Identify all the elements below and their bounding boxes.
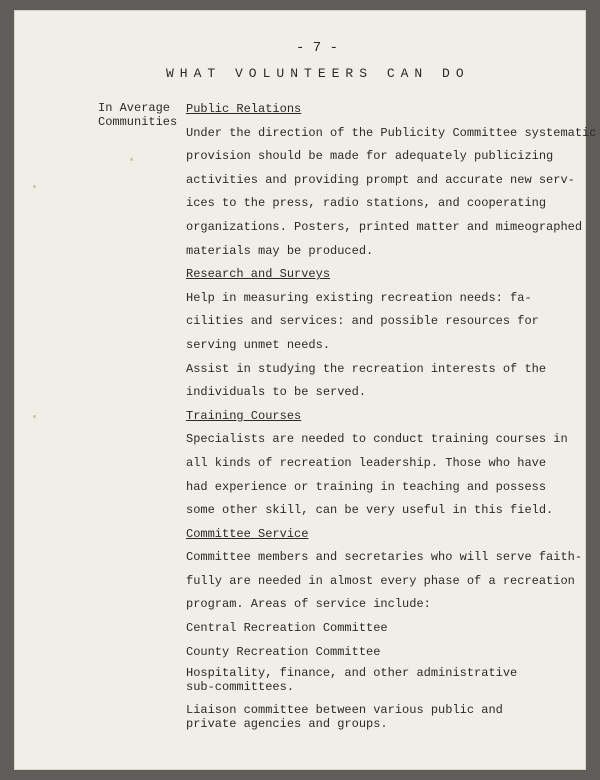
body-line: some other skill, can be very useful in this field. <box>186 503 554 518</box>
body-line: individuals to be served. <box>186 385 367 400</box>
list-item: Liaison committee between various public and private agencies and groups. <box>186 703 503 732</box>
paper-speck <box>33 415 36 418</box>
section-heading: Committee Service <box>186 526 309 541</box>
body-line: had experience or training in teaching and possess <box>186 479 547 494</box>
page-title: WHAT VOLUNTEERS CAN DO <box>166 66 470 81</box>
body-line: fully are needed in almost every phase of a recreation <box>186 573 575 588</box>
section-heading: Training Courses <box>186 408 302 423</box>
margin-label-line: Communities <box>98 115 178 129</box>
body-line: Assist in studying the recreation interests of the <box>186 361 547 376</box>
body-line: ices to the press, radio stations, and cooperating <box>186 196 547 211</box>
section-heading: Public Relations <box>186 102 302 116</box>
body-line: Help in measuring existing recreation needs: fa- <box>186 290 532 305</box>
page-number: - 7 - <box>296 40 339 56</box>
body-line: cilities and services: and possible resources for <box>186 314 539 329</box>
body-line: Specialists are needed to conduct training courses in <box>186 432 568 447</box>
body-line: all kinds of recreation leadership. Those who have <box>186 455 547 470</box>
body-text <box>186 98 597 740</box>
section-heading: Research and Surveys <box>186 267 331 282</box>
body-line: Committee members and secretaries who will serve faith- <box>186 550 583 565</box>
body-line: Under the direction of the Publicity Committee systematic <box>186 125 597 140</box>
margin-label-line: In Average <box>98 101 171 115</box>
paper-speck <box>33 185 36 188</box>
list-item: Hospitality, finance, and other administrative sub-committees. <box>186 666 518 695</box>
body-line: materials may be produced. <box>186 243 374 258</box>
body-line: provision should be made for adequately publicizing <box>186 149 554 164</box>
body-line: Central Recreation Committee <box>186 621 388 636</box>
body-line: serving unmet needs. <box>186 337 331 352</box>
paper-speck <box>130 158 133 161</box>
body-line: organizations. Posters, printed matter and mimeographed <box>186 219 583 234</box>
body-line: program. Areas of service include: <box>186 597 431 612</box>
margin-label <box>98 101 177 129</box>
body-line: activities and providing prompt and accurate new serv- <box>186 172 575 187</box>
body-line: County Recreation Committee <box>186 644 381 659</box>
